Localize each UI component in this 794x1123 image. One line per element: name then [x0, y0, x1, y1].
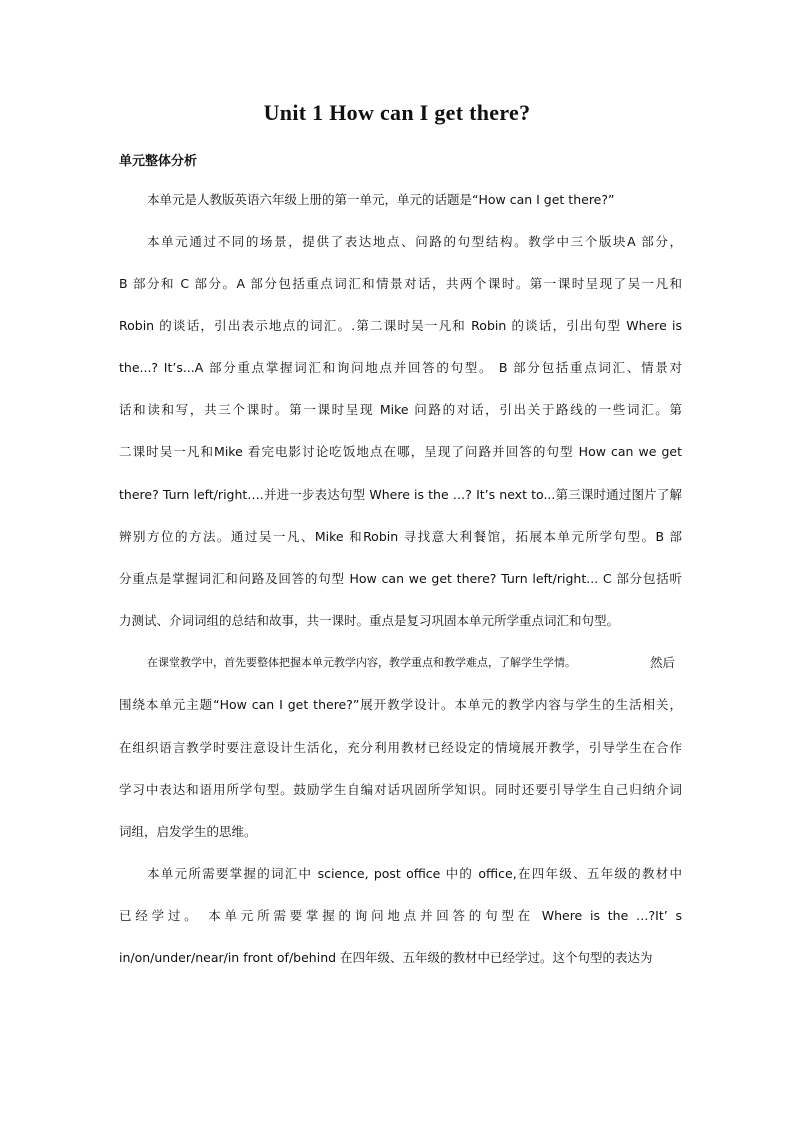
- paragraph-line: 在课堂教学中，首先要整体把握本单元教学内容，教学重点和教学难点，了解学生学情。: [147, 656, 576, 669]
- paragraph-line: 本单元所需要掌握的词汇中 science, post office 中的 office,在四年级、五年级的教材中: [147, 866, 682, 881]
- paragraph-line: 学习中表达和语用所学句型。鼓励学生自编对话巩固所学知识。同时还要引导学生自己归纳介词: [119, 782, 682, 797]
- paragraph-line: 然后: [650, 655, 676, 670]
- paragraph-line: 本单元是人教版英语六年级上册的第一单元，单元的话题是“How can I get there?”: [147, 192, 615, 207]
- paragraph-line: 围绕本单元主题“How can I get there?”展开教学设计。本单元的教学内容与学生的生活相关，: [119, 697, 682, 712]
- paragraph-line: 话和读和写，共三个课时。第一课时呈现 Mike 问路的对话，引出关于路线的一些词汇。第: [119, 402, 682, 417]
- paragraph-line: 辨别方位的方法。通过吴一凡、Mike 和Robin 寻找意大利餐馆，拓展本单元所学句型。B 部: [119, 529, 682, 544]
- paragraph-line: 在组织语言教学时要注意设计生活化，充分利用教材已经设定的情境展开教学，引导学生在合作: [119, 740, 682, 755]
- paragraph-line: there? Turn left/right….并进一步表达句型 Where is the …? It’s next to...第三课时通过图片了解: [119, 487, 682, 502]
- paragraph-line: 二课时吴一凡和Mike 看完电影讨论吃饭地点在哪，呈现了问路并回答的句型 How can we get: [119, 444, 682, 459]
- paragraph-line: 分重点是掌握词汇和问路及回答的句型 How can we get there? Turn left/right... C 部分包括听: [119, 571, 682, 586]
- paragraph-line: the...? It’s...A 部分重点掌握词汇和询问地点并回答的句型。 B 部分包括重点词汇、情景对: [119, 360, 682, 375]
- paragraph-line: B 部分和 C 部分。A 部分包括重点词汇和情景对话，共两个课时。第一课时呈现了吴一凡和: [119, 276, 682, 291]
- paragraph-line: in/on/under/near/in front of/behind 在四年级、五年级的教材中已经学过。这个句型的表达为: [119, 950, 653, 965]
- page-title: Unit 1 How can I get there?: [263, 100, 531, 125]
- section-heading: 单元整体分析: [119, 154, 198, 169]
- paragraph-line: 力测试、介词词组的总结和故事，共一课时。重点是复习巩固本单元所学重点词汇和句型。: [119, 613, 620, 628]
- paragraph-line: 本单元通过不同的场景，提供了表达地点、问路的句型结构。教学中三个版块A 部分，: [147, 234, 682, 249]
- paragraph-line: 已经学过。 本单元所需要掌握的询问地点并回答的句型在 Where is the …?It’ s: [119, 908, 682, 923]
- paragraph-line: 词组，启发学生的思维。: [119, 824, 257, 839]
- paragraph-line: Robin 的谈话，引出表示地点的词汇。.第二课时吴一凡和 Robin 的谈话，引出句型 Where is: [119, 318, 682, 333]
